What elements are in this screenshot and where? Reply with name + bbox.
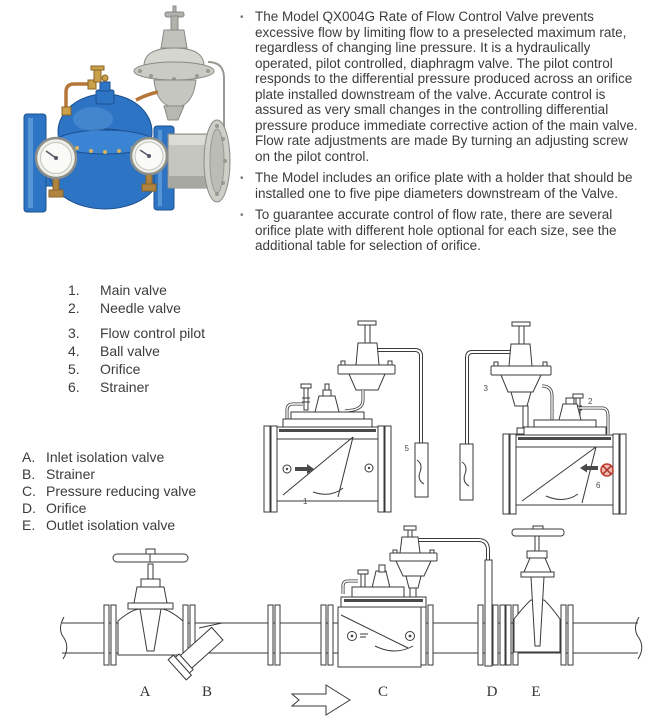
valve-schematic-right <box>446 316 652 530</box>
installation-schematic <box>0 524 652 724</box>
list-item <box>68 324 205 342</box>
orifice-holder-drawing <box>415 443 428 497</box>
item-label: Flow control pilot <box>100 325 206 341</box>
item-number: 5. <box>68 361 80 377</box>
item-number: 4. <box>68 343 80 359</box>
item-letter: C. <box>22 483 36 499</box>
list-item <box>22 449 196 466</box>
item-label: Inlet isolation valve <box>46 449 165 465</box>
component-list <box>68 281 205 396</box>
orifice-plate-drawing <box>485 560 492 666</box>
list-item <box>22 466 196 483</box>
label-e: E <box>531 684 541 700</box>
item-label: Needle valve <box>100 300 181 316</box>
description-text: The Model QX004G Rate of Flow Control Valve prevents excessive flow by limiting flow to a preselected maximum rate, regardless of changing line pressure. It is a hydraulically operated, pilot controlled, diaphragm valve. The pilot control responds to the differential pressure produced across an orifice plate installed downstream of the valve. Accurate control is assured as very small changes in the controlling differential pressure produce immediate corrective action of the main valve. Flow rate adjustments are made By turning an adjusting screw on the pilot control. <box>255 9 638 164</box>
needle-valve-number-label: 2 <box>588 397 593 406</box>
flow-control-pilot-drawing <box>338 321 395 411</box>
item-number: 3. <box>68 325 80 341</box>
item-label: Orifice <box>46 500 87 516</box>
bullet-marker: • <box>240 210 244 221</box>
item-label: Orifice <box>100 361 141 377</box>
label-c: C <box>377 684 389 700</box>
label-a: A <box>139 684 151 700</box>
item-label: Outlet isolation valve <box>46 517 176 533</box>
label-d: D <box>486 684 498 700</box>
description-text: The Model includes an orifice plate with a holder that should be installed one to five pipe diameters downstream of the Valve. <box>255 170 633 201</box>
strainer-number-label: 6 <box>596 481 601 490</box>
description-item <box>240 9 648 164</box>
orifice-holder-drawing <box>460 444 473 500</box>
item-label: Strainer <box>46 466 96 482</box>
installation-legend <box>22 449 196 534</box>
description-item <box>240 170 648 201</box>
item-letter: D. <box>22 500 36 516</box>
item-label: Main valve <box>100 282 167 298</box>
spool-photo <box>168 120 230 202</box>
list-item <box>68 299 205 317</box>
pilot-number-label: 3 <box>483 384 488 393</box>
inlet-isolation-valve-drawing <box>113 549 188 655</box>
bullet-marker: • <box>240 12 244 23</box>
list-item <box>68 360 205 378</box>
item-label: Ball valve <box>100 343 160 359</box>
list-item <box>22 483 196 500</box>
item-letter: B. <box>22 466 36 482</box>
orifice-number-label: 5 <box>404 444 409 453</box>
list-item <box>68 342 205 360</box>
outlet-isolation-valve-drawing <box>512 526 564 652</box>
main-valve-number-label: 1 <box>303 497 308 506</box>
item-letter: E. <box>22 517 36 533</box>
item-number: 1. <box>68 282 80 298</box>
main-valve-drawing <box>264 384 391 512</box>
flow-direction-arrow <box>292 685 350 715</box>
description-item <box>240 207 648 254</box>
label-b: B <box>201 684 213 700</box>
bullet-marker: • <box>240 173 244 184</box>
item-number: 6. <box>68 379 80 395</box>
item-number: 2. <box>68 300 80 316</box>
item-label: Pressure reducing valve <box>46 483 197 499</box>
list-item <box>68 378 205 396</box>
valve-schematic-left <box>243 312 455 514</box>
item-label: Strainer <box>100 379 150 395</box>
list-item <box>22 500 196 517</box>
list-item <box>68 281 205 299</box>
pilot-valve-photo <box>134 6 214 120</box>
description-list <box>240 9 648 260</box>
item-letter: A. <box>22 449 36 465</box>
flow-control-pilot-drawing <box>491 322 552 420</box>
flow-control-valve-drawing <box>338 526 488 667</box>
description-text: To guarantee accurate control of flow rate, there are several orifice plate with different hole optional for each size, see the additional table for selection of orifice. <box>255 207 617 253</box>
product-photo <box>8 4 245 266</box>
